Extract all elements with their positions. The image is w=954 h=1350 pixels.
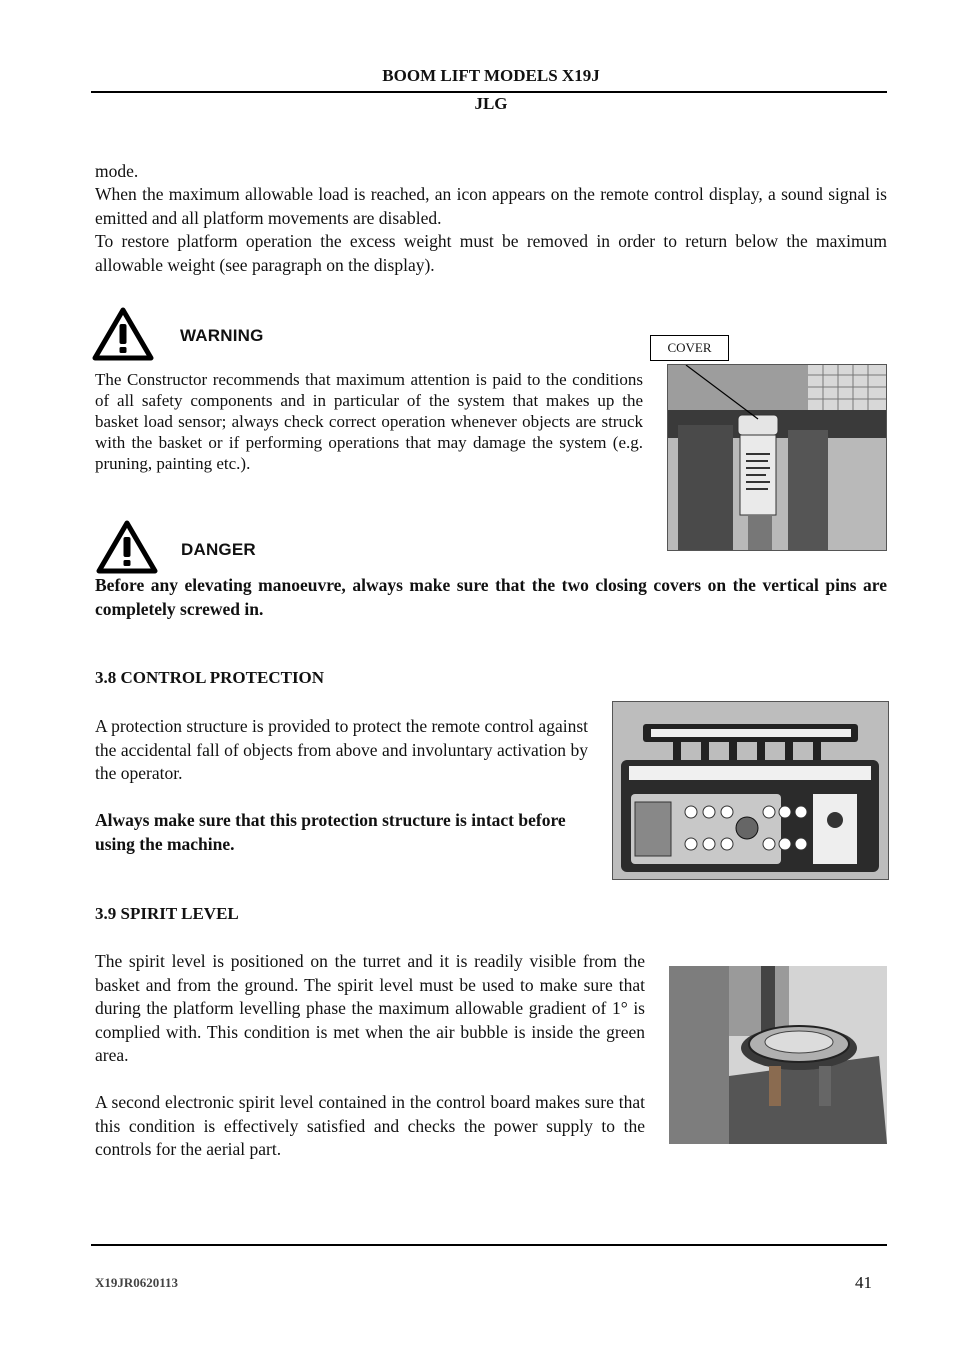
remote-control-illustration (613, 702, 888, 879)
spirit-level-photo (669, 966, 887, 1144)
page-number: 41 (855, 1273, 872, 1292)
section-heading-control-protection: 3.8 CONTROL PROTECTION (95, 668, 325, 687)
header-rule (91, 91, 887, 93)
intro-line: mode. (95, 161, 139, 181)
intro-paragraph-1: When the maximum allowable load is reached, an icon appears on the remote control display, a sound signal is emitted and all platform movements are disabled. (95, 184, 887, 228)
danger-triangle-icon (95, 519, 159, 575)
intro-paragraph-2: To restore platform operation the excess weight must be removed in order to return below the maximum allowable weight (see paragraph on the display). (95, 231, 887, 275)
control-protection-paragraph: A protection structure is provided to protect the remote control against the accidental fall of objects from above and involuntary activation by the operator. (95, 716, 588, 783)
spirit-level-illustration (669, 966, 887, 1144)
cover-label-box: COVER (650, 335, 729, 361)
danger-text: Before any elevating manoeuvre, always make sure that the two closing covers on the vertical pins are completely screwed in. (95, 575, 887, 619)
section-heading-spirit-level: 3.9 SPIRIT LEVEL (95, 904, 239, 923)
warning-triangle-icon (91, 306, 155, 362)
danger-label: DANGER (181, 540, 256, 559)
load-sensor-illustration (668, 365, 886, 550)
spirit-level-paragraph-1: The spirit level is positioned on the turret and it is readily visible from the basket and from the ground. The spirit level must be used to make sure that during the platform levelling phase the maximum allowable gradient of 1° is complied with. This condition is met when the air bubble is inside the green area. (95, 951, 645, 1065)
header-title: BOOM LIFT MODELS X19J (382, 66, 600, 85)
warning-label: WARNING (180, 326, 264, 345)
basket-load-sensor-photo (667, 364, 887, 551)
remote-control-photo (612, 701, 889, 880)
header-subtitle: JLG (474, 94, 508, 113)
warning-text: The Constructor recommends that maximum attention is paid to the conditions of all safety components and in particular of the system that makes up the basket load sensor; always check correct operation whenever objects are struck with the basket or if performing operations that may damage the system (e.g. pruning, painting etc.). (95, 370, 643, 473)
footer-rule (91, 1244, 887, 1246)
footer-doc-code: X19JR0620113 (95, 1275, 179, 1290)
control-protection-bold-paragraph: Always make sure that this protection structure is intact before using the machine. (95, 810, 566, 854)
spirit-level-paragraph-2: A second electronic spirit level contained in the control board makes sure that this condition is effectively satisfied and checks the power supply to the controls for the aerial part. (95, 1092, 645, 1159)
